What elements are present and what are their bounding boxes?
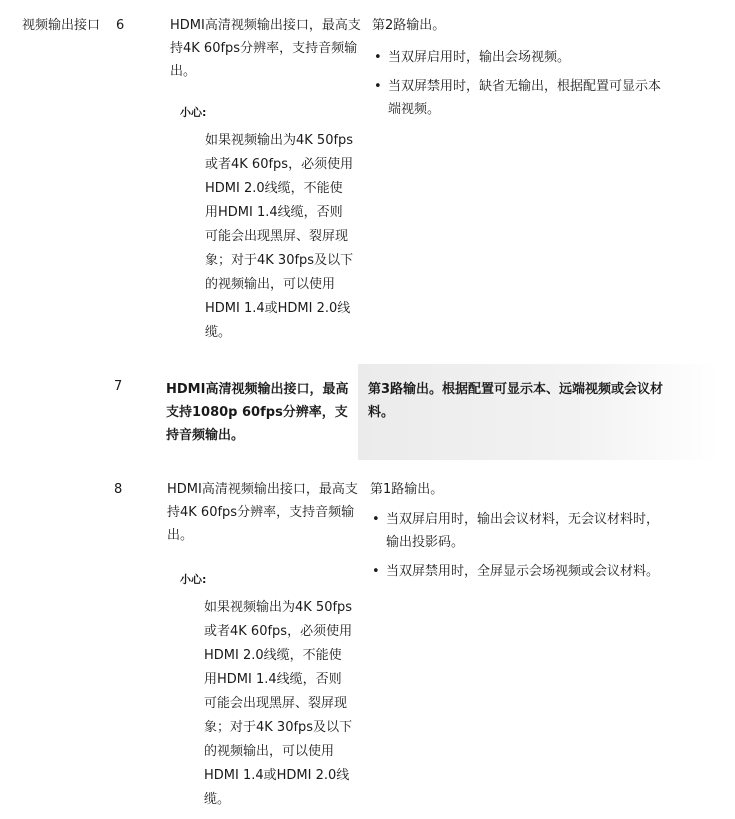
- caution-label-6: 小心:: [180, 106, 207, 119]
- caution-text-8: 如果视频输出为4K 50fps或者4K 60fps，必须使用HDMI 2.0线缆，不能使用HDMI 1.4线缆，否则可能会出现黑屏、裂屏现象；对于4K 30fps及以下的视频输出，可以使用HDMI 1.4或HDMI 2.0线缆。: [204, 600, 353, 807]
- bullet-icon: •: [374, 79, 382, 94]
- output-bullets-6: [372, 46, 668, 127]
- port-number-6: 6: [116, 18, 125, 33]
- list-item: • 当双屏启用时，输出会场视频。: [372, 46, 668, 69]
- bullet-icon: •: [372, 512, 380, 527]
- output-title-8: 第1路输出。: [370, 482, 444, 497]
- caution-text-6: 如果视频输出为4K 50fps或者4K 60fps，必须使用HDMI 2.0线缆，不能使用HDMI 1.4线缆，否则可能会出现黑屏、裂屏现象；对于4K 30fps及以下的视频输出，可以使用HDMI 1.4或HDMI 2.0线缆。: [205, 133, 354, 340]
- port-7-description: HDMI高清视频输出接口，最高支持1080p 60fps分辨率，支持音频输出。: [166, 382, 349, 443]
- bullet-icon: •: [374, 50, 382, 65]
- port-6-description: HDMI高清视频输出接口，最高支持4K 60fps分辨率，支持音频输出。: [170, 18, 361, 79]
- port-number-7: 7: [114, 379, 123, 394]
- output-title-6: 第2路输出。: [372, 18, 446, 33]
- list-item: • 当双屏禁用时，缺省无输出，根据配置可显示本端视频。: [372, 75, 668, 121]
- output-title-7: 第3路输出。根据配置可显示本、远端视频或会议材料。: [368, 382, 664, 420]
- category-label: 视频输出接口: [22, 18, 101, 33]
- caution-label-8: 小心:: [180, 573, 207, 586]
- bullet-icon: •: [372, 564, 380, 579]
- output-bullets-8: [370, 508, 666, 589]
- port-number-8: 8: [114, 482, 123, 497]
- list-item: • 当双屏启用时，输出会议材料，无会议材料时，输出投影码。: [370, 508, 666, 554]
- port-8-description: HDMI高清视频输出接口，最高支持4K 60fps分辨率，支持音频输出。: [167, 482, 358, 543]
- list-item: • 当双屏禁用时，全屏显示会场视频或会议材料。: [370, 560, 666, 583]
